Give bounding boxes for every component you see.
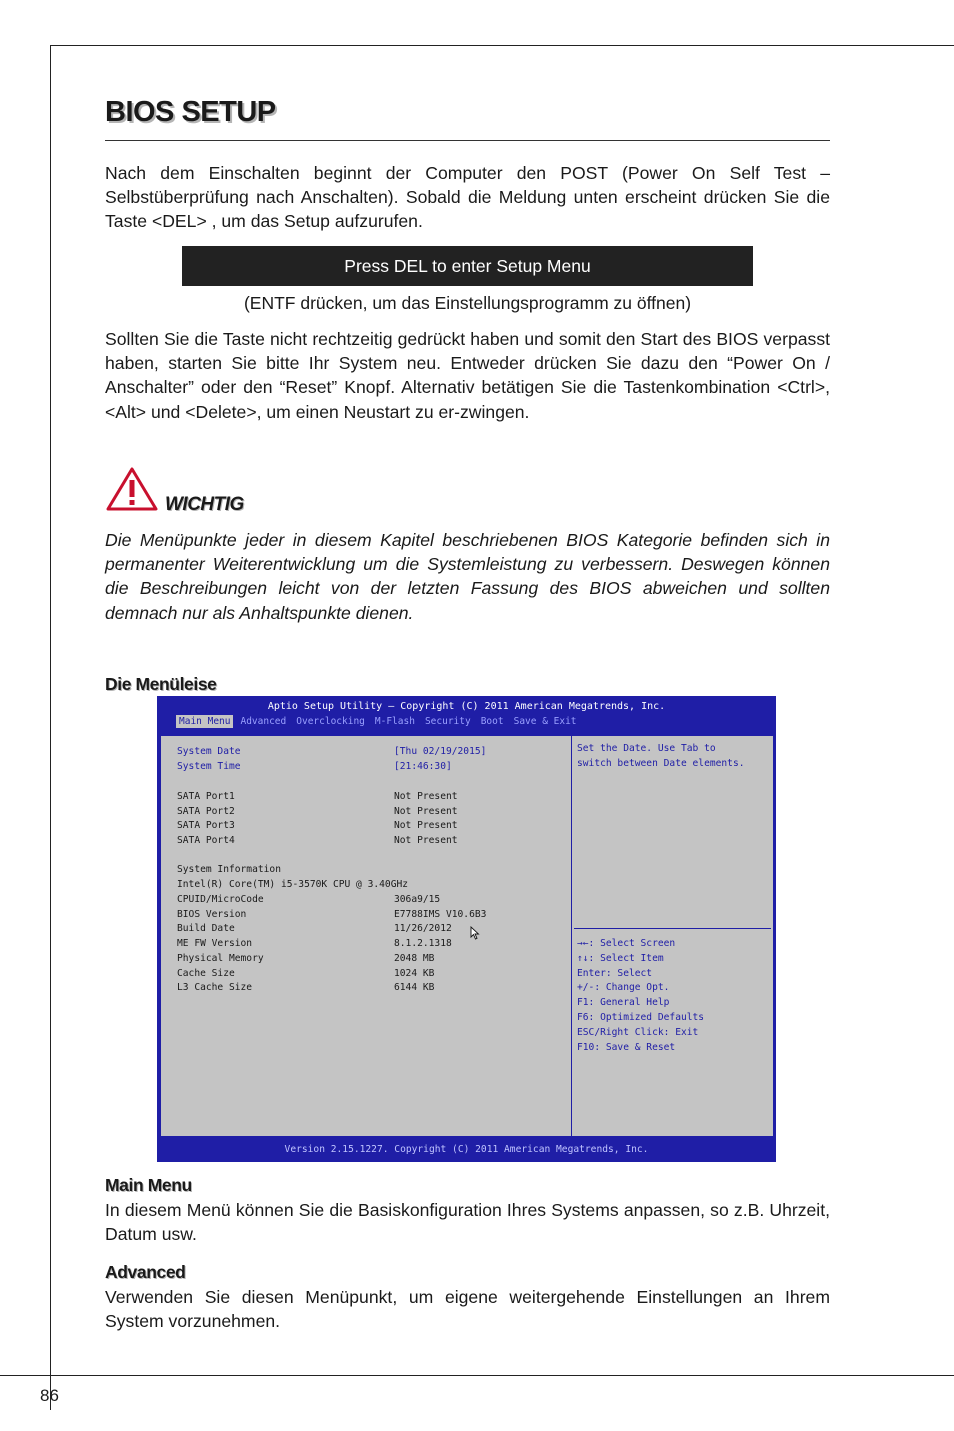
title-divider (105, 140, 830, 141)
bios-menubar (176, 715, 584, 728)
bios-help-divider (574, 928, 771, 929)
page-frame-bottom (0, 1375, 954, 1376)
bios-tab-boot[interactable]: Boot (480, 716, 504, 727)
bios-key-save-reset: F10: Save & Reset (577, 1041, 676, 1053)
advanced-heading: Advanced (105, 1262, 186, 1282)
del-message-bar: Press DEL to enter Setup Menu (182, 246, 753, 286)
bios-footer: Version 2.15.1227. Copyright (C) 2011 American Megatrends, Inc. (284, 1144, 649, 1155)
warning-label: WICHTIG (165, 494, 244, 515)
bios-key-general-help: F1: General Help (577, 997, 670, 1009)
page-frame-top (50, 45, 954, 46)
advanced-text: Verwenden Sie diesen Menüpunkt, um eigene weitergehende Einstellungen an Ihrem System vorzunehmen. (105, 1287, 830, 1332)
del-note: (ENTF drücken, um das Einstellungsprogramm zu öffnen) (243, 293, 692, 313)
bios-divider (571, 736, 572, 1136)
bios-key-exit: ESC/Right Click: Exit (577, 1026, 699, 1038)
bios-key-select-item: ↑↓: Select Item (577, 952, 664, 964)
bios-tab-overclocking[interactable]: Overclocking (296, 716, 365, 727)
warning-icon (106, 466, 158, 512)
bios-tab-m-flash[interactable]: M-Flash (374, 716, 415, 727)
page-frame-left (50, 45, 51, 1410)
bios-title: Aptio Setup Utility – Copyright (C) 2011 American Megatrends, Inc. (267, 701, 666, 712)
bios-screenshot (157, 696, 776, 1162)
page-title: BIOS SETUP (105, 96, 276, 128)
bios-key-select-screen: →←: Select Screen (577, 938, 676, 949)
bios-help-text: Set the Date. Use Tab to switch between Date elements. (577, 743, 745, 769)
bios-key-legend (577, 937, 772, 1055)
bios-tab-save-exit[interactable]: Save & Exit (513, 716, 577, 727)
menubar-heading: Die Menüleise (105, 674, 217, 694)
main-menu-text: In diesem Menü können Sie die Basiskonfiguration Ihres Systems anpassen, so z.B. Uhrzeit, Datum usw. (105, 1200, 830, 1245)
bios-tab-main-menu[interactable]: Main Menu (176, 715, 233, 728)
bios-key-change-opt: +/-: Change Opt. (577, 982, 670, 994)
warning-text: Die Menüpunkte jeder in diesem Kapitel beschriebenen BIOS Kategorie befinden sich in permanenter Weiterentwicklung um die Systemleistung zu verbessern. Deswegen können die Beschreibungen leicht von der letzten Fassung des BIOS abweichen und sollten demnach nur als Anhaltspunkte dienen. (105, 530, 830, 623)
restart-paragraph: Sollten Sie die Taste nicht rechtzeitig gedrückt haben und somit den Start des BIOS verpasst haben, starten Sie bitte Ihr System neu. Entweder drücken Sie dazu den “Power On / Anschalter” oder den “Reset” Knopf. Alternativ betätigen Sie die Tastenkombination <Ctrl>, <Alt> und <Delete>, um einen Neustart zu er-zwingen. (105, 329, 830, 422)
bios-key-enter: Enter: Select (577, 967, 653, 979)
main-menu-heading: Main Menu (105, 1175, 192, 1195)
bios-body: System Date [Thu 02/19/2015] System Time [21:46:30] SATA Port1 Not Present SATA Port2 Not Present SATA Port3 Not Present SATA Port4 Not Present System Information Intel(R) Core(TM) i5-3570K CPU @ 3.40GHz CPUID/MicroCode 306a9/15 BIOS Version E7788IMS V10.6B3 Build Date 11/26/2012 ME FW Version 8.1.2.1318 Physical Memory 2048 MB Cache Size 1024 KB L3 Cache Size 6144 KB Set the Date. Use Tab to switch between Date elements. →←: Select Screen ↑↓: Select Item Enter: Select +/-: Change Opt. F1: General Help F6: Optimized Defaults ESC/Right Click: Exit F10: Save & Reset (160, 735, 774, 1137)
bios-tab-advanced[interactable]: Advanced (240, 716, 287, 727)
intro-paragraph: Nach dem Einschalten beginnt der Computer den POST (Power On Self Test – Selbstüberprüfung nach Anschalten). Sobald die Meldung unten erscheint drücken Sie die Taste <DEL> , um das Setup aufzurufen. (105, 163, 830, 232)
mouse-pointer-icon (470, 926, 480, 940)
bios-tab-security[interactable]: Security (424, 716, 471, 727)
bios-key-optimized-defaults: F6: Optimized Defaults (577, 1011, 705, 1023)
page-number: 86 (40, 1386, 59, 1405)
